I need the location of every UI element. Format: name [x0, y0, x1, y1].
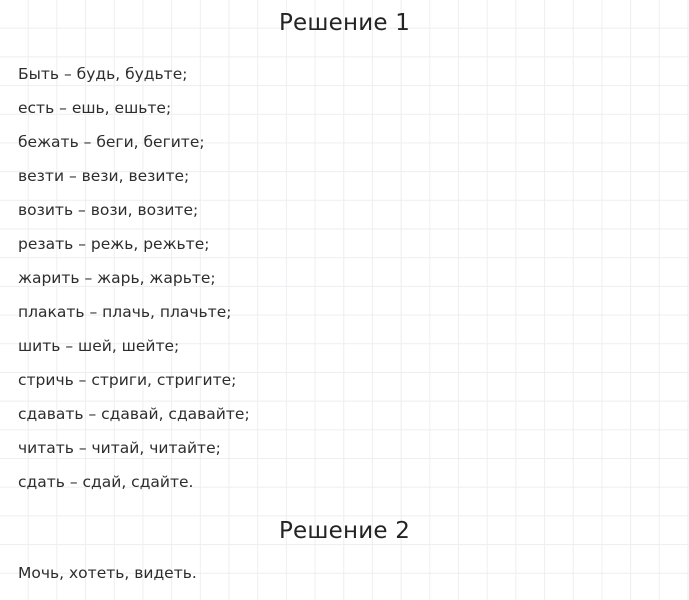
solution-2-paragraph: Мочь, хотеть, видеть.: [18, 564, 197, 582]
list-item: шить – шей, шейте;: [18, 337, 180, 355]
solution-1-line-list: [0, 36, 689, 499]
list-item: сдать – сдай, сдайте.: [18, 473, 194, 491]
list-item: возить – вози, возите;: [18, 201, 199, 219]
list-item: читать – читай, читайте;: [18, 439, 221, 457]
list-item: есть – ешь, ешьте;: [18, 99, 172, 117]
list-item: плакать – плачь, плачьте;: [18, 303, 232, 321]
list-item: резать – режь, режьте;: [18, 235, 210, 253]
list-item: сдавать – сдавай, сдавайте;: [18, 405, 250, 423]
list-item: бежать – беги, бегите;: [18, 133, 205, 151]
list-item: жарить – жарь, жарьте;: [18, 269, 216, 287]
list-item: стричь – стриги, стригите;: [18, 371, 237, 389]
page-title-solution-2: Решение 2: [278, 518, 411, 544]
page-title-solution-1: Решение 1: [278, 10, 411, 36]
list-item: Быть – будь, будьте;: [18, 65, 188, 83]
list-item: везти – вези, везите;: [18, 167, 190, 185]
